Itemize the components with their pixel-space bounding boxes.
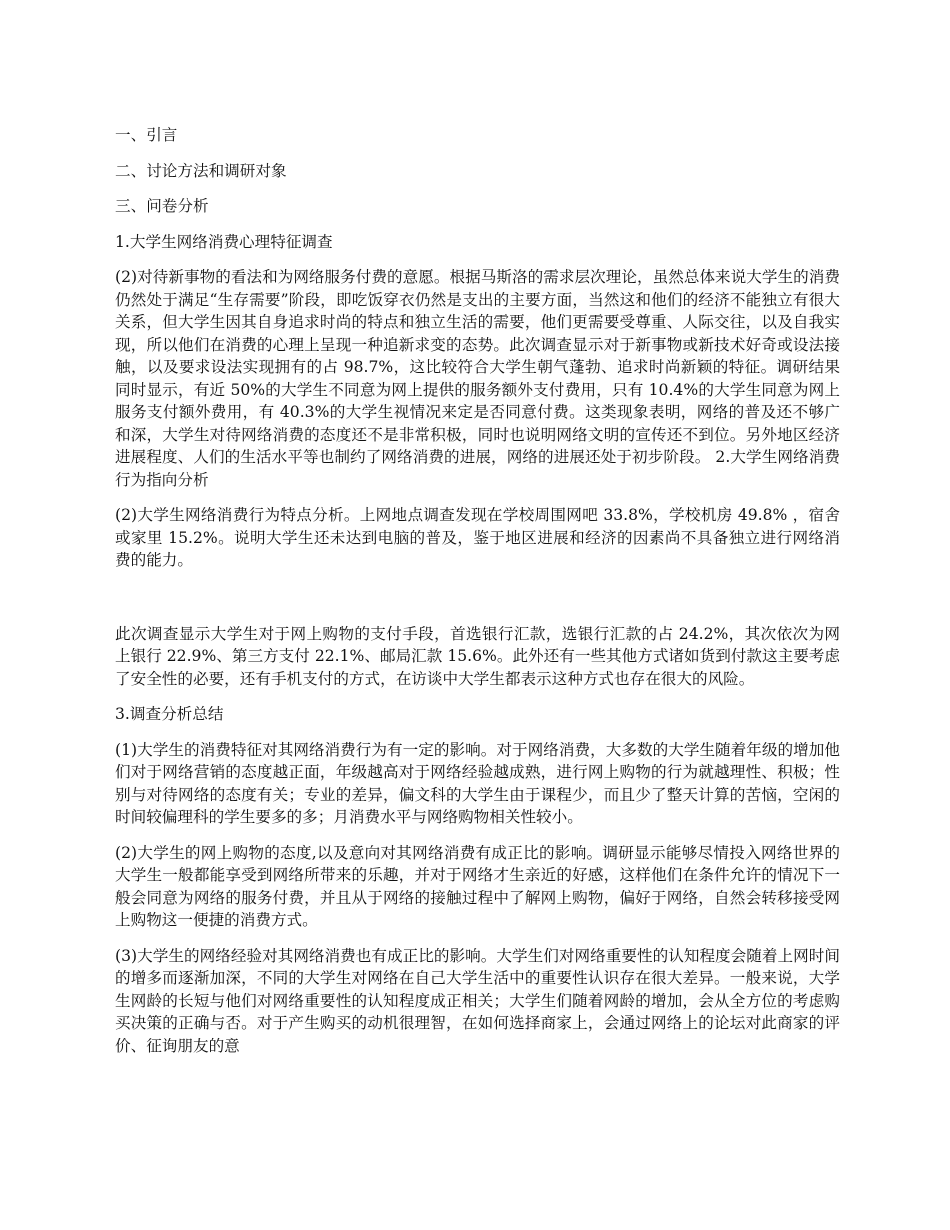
blank-gap: [115, 585, 840, 623]
document-page: [115, 124, 840, 1070]
heading-questionnaire: 三、问卷分析: [115, 197, 209, 215]
paragraph-summary-3: (3)大学生的网络经验对其网络消费也有成正比的影响。大学生们对网络重要性的认知程度会随着上网时间的增多而逐渐加深，不同的大学生对网络在自己大学生活中的重要性认识存在很大差异。一般来说，大学生网龄的长短与他们对网络重要性的认知程度成正相关；大学生们随着网龄的增加，会从全方位的考虑购买决策的正确与否。对于产生购买的动机很理智，在如何选择商家上，会通过网络上的论坛对此商家的评价、征询朋友的意: [115, 946, 840, 1055]
heading-methods: 二、讨论方法和调研对象: [115, 161, 287, 180]
heading-psychology-survey: 1.大学生网络消费心理特征调查: [115, 232, 333, 251]
paragraph-attitude-new-things: (2)对待新事物的看法和为网络服务付费的意愿。根据马斯洛的需求层次理论，虽然总体来说大学生的消费仍然处于满足“生存需要”阶段，即吃饭穿衣仍然是支出的主要方面，当然这和他们的经济不能独立有很大关系，但大学生因其自身追求时尚的特点和独立生活的需要，他们更需要受尊重、人际交往，以及自我实现，所以他们在消费的心理上呈现一种追新求变的态势。此次调查显示对于新事物或新技术好奇或设法接触，以及要求设法实现拥有的占 98.7%，这比较符合大学生朝气蓬勃、追求时尚新颖的特征。调研结果同时显示，有近 50%的大学生不同意为网上提供的服务额外支付费用，只有 10.4%的大学生同意为网上服务支付额外费用，有 40.3%的大学生视情况来定是否同意付费。这类现象表明，网络的普及还不够广和深，大学生对待网络消费的态度还不是非常积极，同时也说明网络文明的宣传还不到位。另外地区经济进展程度、人们的生活水平等也制约了网络消费的进展，网络的进展还处于初步阶段。 2.大学生网络消费行为指向分析: [115, 268, 840, 489]
heading-introduction: 一、引言: [115, 126, 178, 144]
paragraph-behavior-features: (2)大学生网络消费行为特点分析。上网地点调查发现在学校周围网吧 33.8%，学校机房 49.8% ，宿舍或家里 15.2%。说明大学生还未达到电脑的普及，鉴于地区进展和经济的因素尚不具备独立进行网络消费的能力。: [115, 506, 840, 569]
paragraph-payment-methods: 此次调查显示大学生对于网上购物的支付手段，首选银行汇款，选银行汇款的占 24.2%，其次依次为网上银行 22.9%、第三方支付 22.1%、邮局汇款 15.6%。此外还有一些其他方式诸如货到付款这主要考虑了安全性的必要，还有手机支付的方式，在访谈中大学生都表示这种方式也存在很大的风险。: [115, 624, 840, 688]
heading-summary: 3.调查分析总结: [115, 705, 224, 723]
paragraph-summary-1: (1)大学生的消费特征对其网络消费行为有一定的影响。对于网络消费，大多数的大学生随着年级的增加他们对于网络营销的态度越正面，年级越高对于网络经验越成熟，进行网上购物的行为就越理性、积极；性别与对待网络的态度有关；专业的差异，偏文科的大学生由于课程少，而且少了整天计算的苦恼，空闲的时间较偏理科的学生要多的多；月消费水平与网络购物相关性较小。: [115, 740, 840, 826]
paragraph-summary-2: (2)大学生的网上购物的态度,以及意向对其网络消费有成正比的影响。调研显示能够尽情投入网络世界的大学生一般都能享受到网络所带来的乐趣，并对于网络才生亲近的好感，这样他们在条件允许的情况下一般会同意为网络的服务付费，并且从于网络的接触过程中了解网上购物，偏好于网络，自然会转移接受网上购物这一便捷的消费方式。: [115, 843, 840, 929]
